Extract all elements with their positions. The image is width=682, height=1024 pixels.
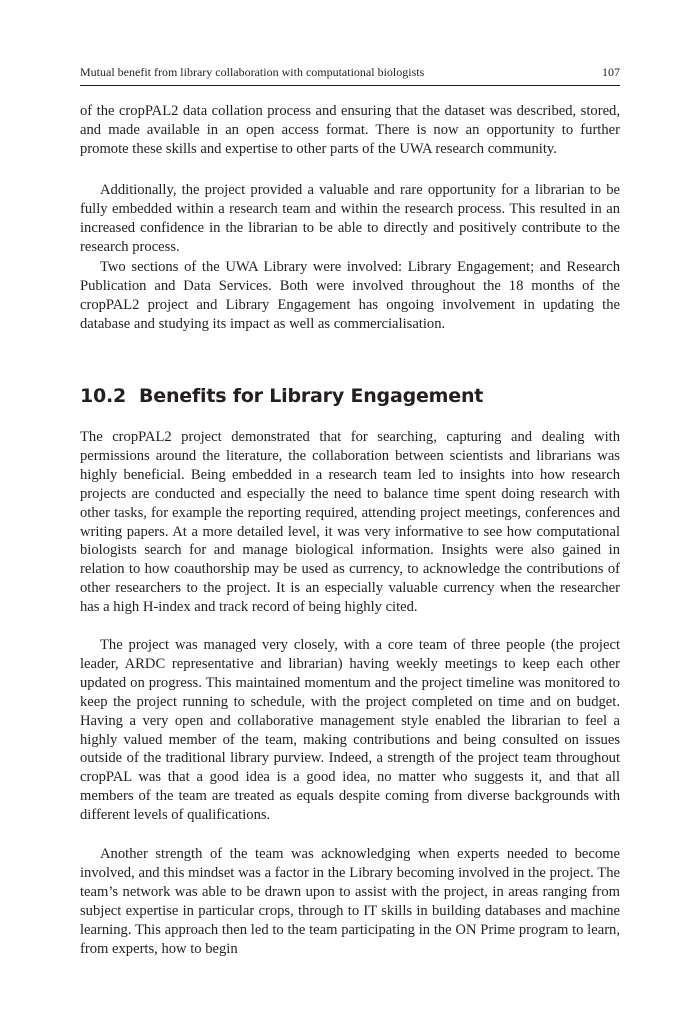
running-head-title: Mutual benefit from library collaboration with computational biologists (80, 65, 425, 79)
section-paragraph-2: The project was managed very closely, with a core team of three people (the project leader, ARDC representative and librarian) having weekly meetings to keep each other updated on progress. This maintained momentum and the project timeline was monitored to keep the project running to schedule, with the project completed on time and on budget. Having a very open and collaborative management style enabled the librarian to feel a highly valued member of the team, making contributions and being consulted on issues outside of the traditional library purview. Indeed, a strength of the project team throughout cropPAL was that a good idea is a good idea, no matter who suggests it, and that all members of the team are treated as equals despite coming from diverse backgrounds with different levels of qualifications. (80, 637, 620, 824)
section-number: 10.2 (80, 385, 127, 407)
section-paragraph-1: The cropPAL2 project demonstrated that for searching, capturing and dealing with permissions around the literature, the collaboration between scientists and librarians was highly beneficial. Being embedded in a research team led to insights into how research projects are conducted and especially the need to balance time spent doing research with other tasks, for example the reporting required, attending project meetings, conferences and writing papers. At a more detailed level, it was very informative to see how computational biologists search for and manage biological information. Insights were also gained in relation to how coauthorship may be used as currency, to acknowledge the contributions of other researchers to the project. It is an especially valuable currency when the researcher has a high H-index and track record of being highly cited. (80, 429, 620, 616)
running-head (80, 64, 620, 84)
paragraph-1: of the cropPAL2 data collation process and ensuring that the dataset was described, stored, and made available in an open access format. There is now an opportunity to further promote these skills and expertise to other parts of the UWA research community. (80, 103, 620, 157)
section-heading (80, 383, 620, 409)
section-paragraph-3: Another strength of the team was acknowledging when experts needed to become involved, and this mindset was a factor in the Library becoming involved in the project. The team’s network was able to be drawn upon to assist with the project, in areas ranging from subject expertise in particular crops, through to IT skills in building databases and machine learning. This approach then led to the team participating in the ON Prime program to learn, from experts, how to begin (80, 846, 620, 957)
paragraph-3: Two sections of the UWA Library were involved: Library Engagement; and Research Publication and Data Services. Both were involved throughout the 18 months of the cropPAL2 project and Library Engagement has ongoing involvement in updating the database and studying its impact as well as commercialisation. (80, 259, 620, 332)
page-number: 107 (602, 65, 620, 79)
header-rule (80, 85, 620, 86)
book-page (80, 0, 620, 1024)
paragraph-2: Additionally, the project provided a valuable and rare opportunity for a librarian to be fully embedded within a research team and within the research process. This resulted in an increased confidence in the librarian to be able to directly and positively contribute to the research process. (80, 182, 620, 255)
section-title: Benefits for Library Engagement (139, 385, 484, 407)
